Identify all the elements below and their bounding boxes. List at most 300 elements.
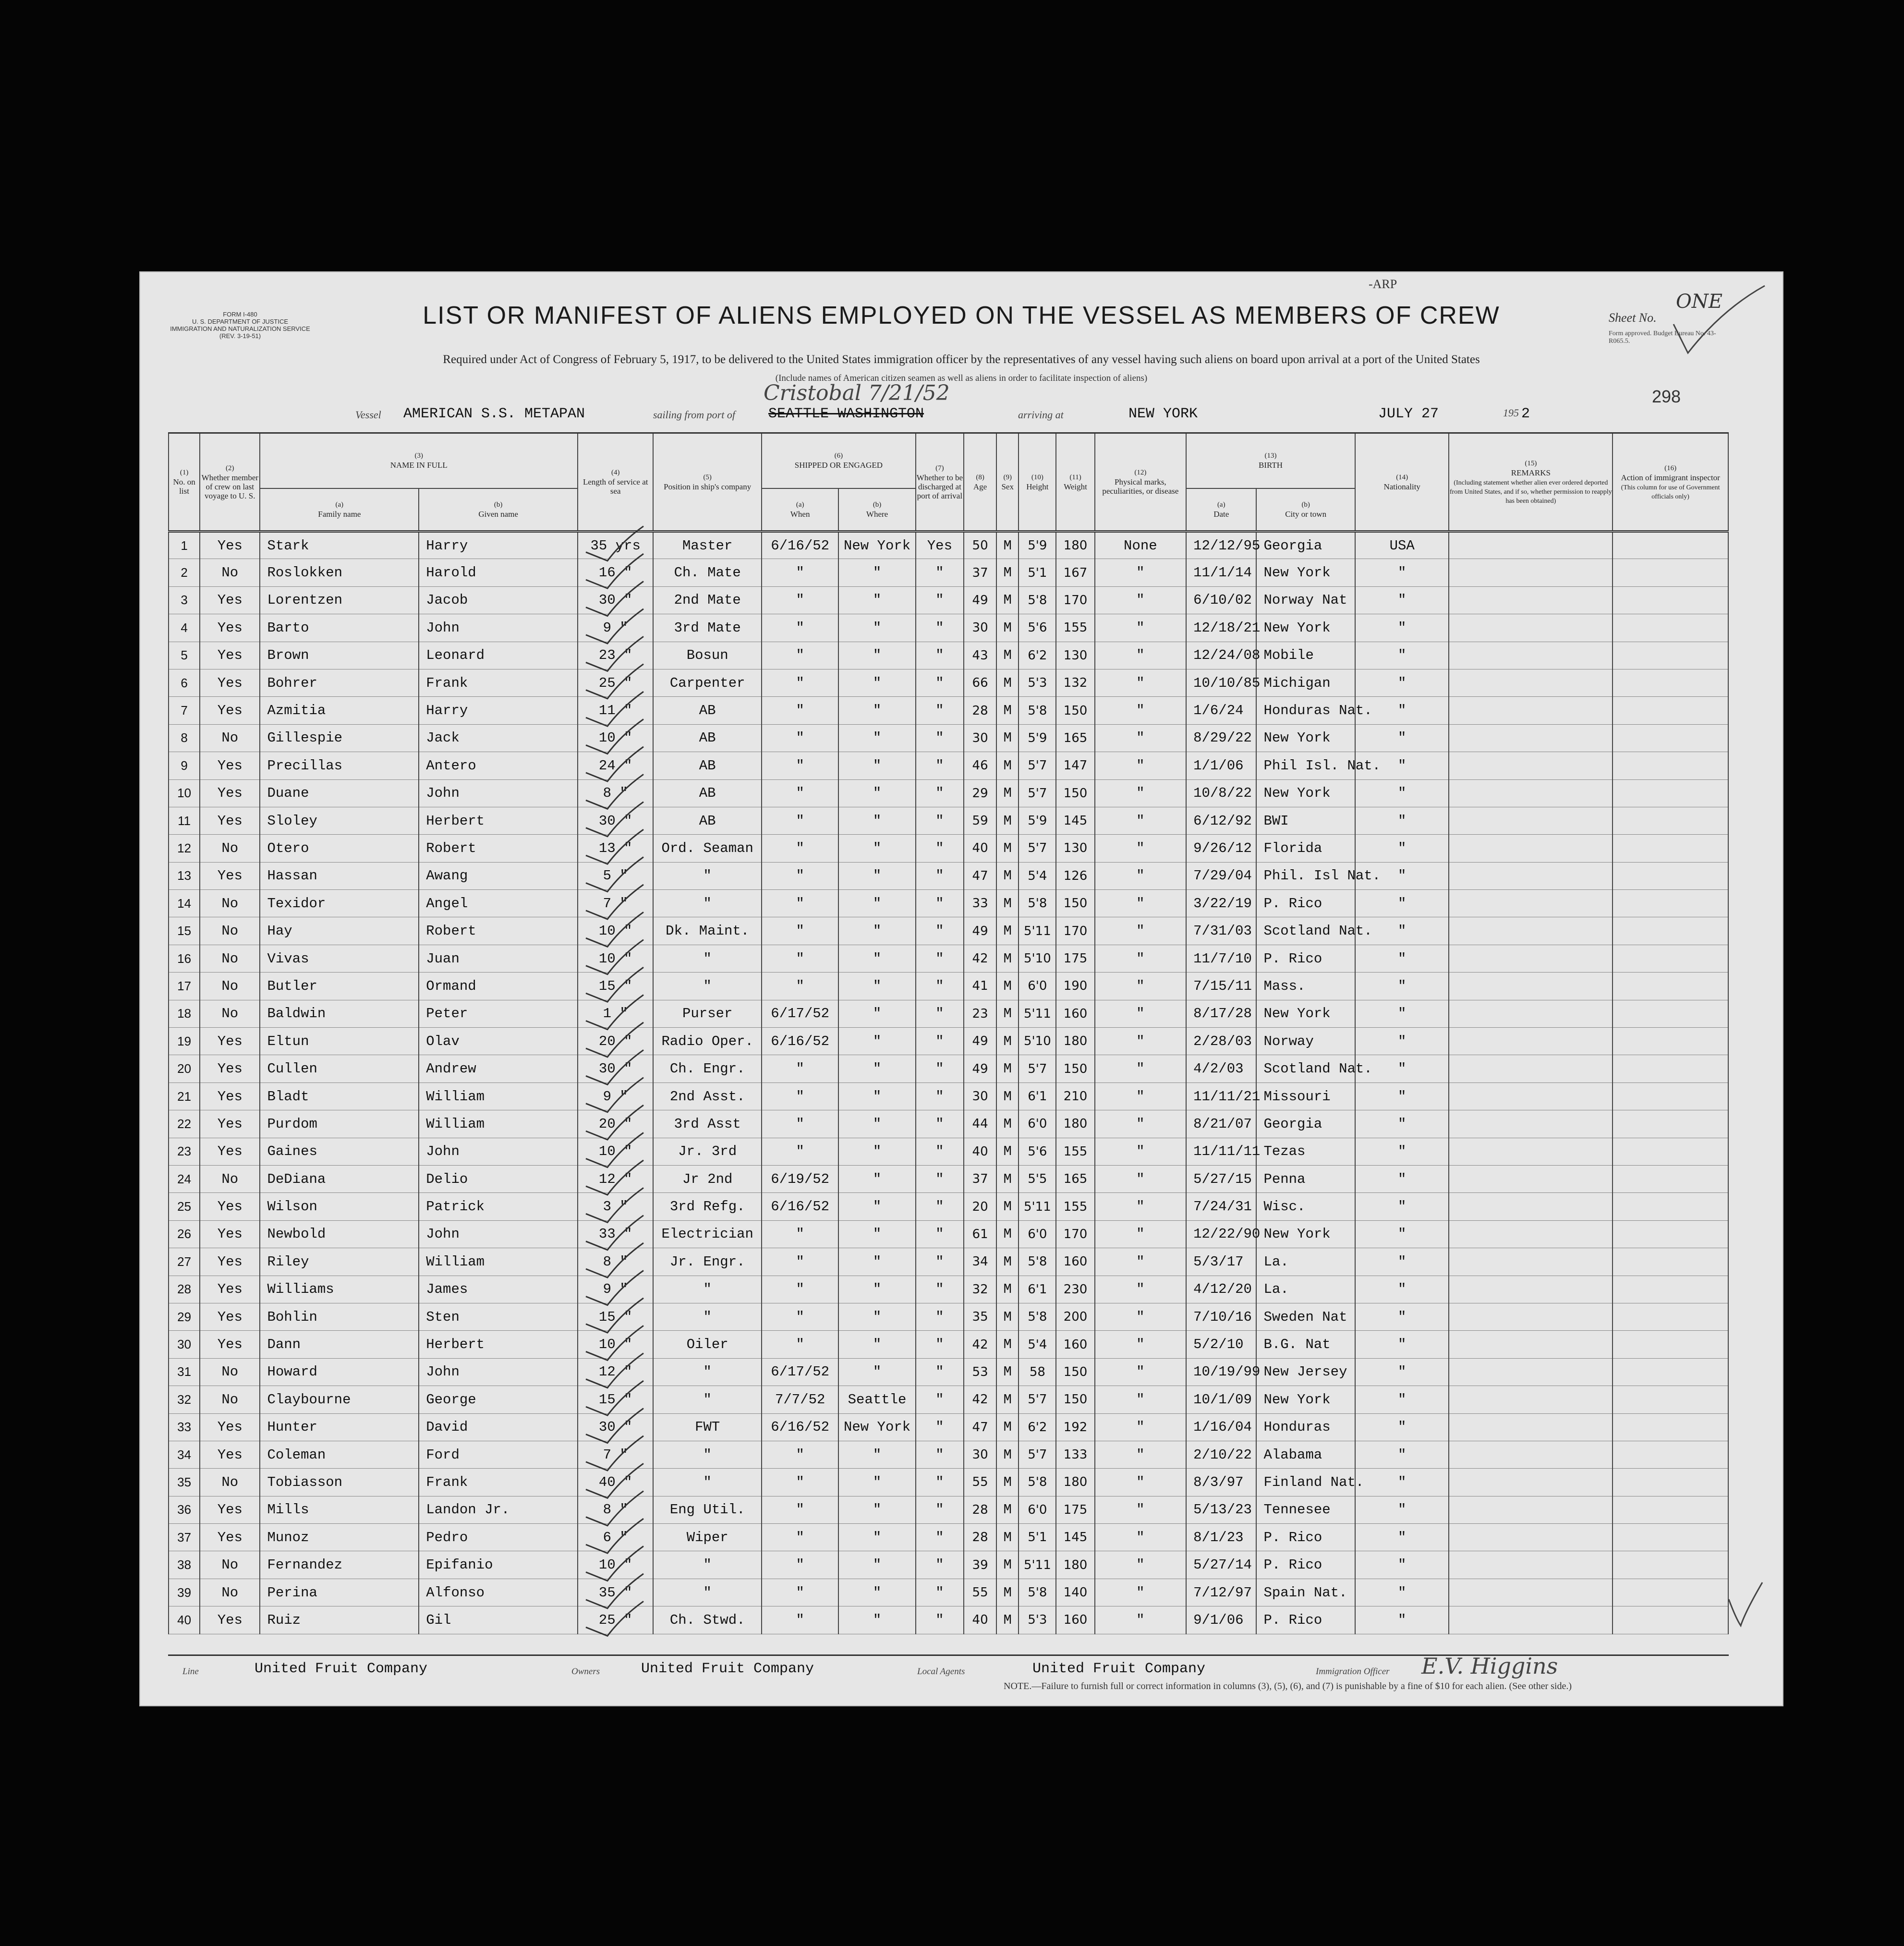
sex-cell: M: [996, 642, 1019, 669]
physical-marks-cell: ": [1095, 1138, 1186, 1165]
shipped-when-cell: ": [762, 890, 838, 917]
length-of-service-cell: 6 ": [578, 1524, 653, 1551]
weight-cell: 190: [1056, 973, 1094, 1000]
last-voyage-cell: Yes: [200, 1524, 260, 1551]
height-cell: 5'1: [1019, 559, 1056, 586]
nationality-cell: ": [1355, 1606, 1449, 1634]
birth-city-cell: New York: [1256, 1220, 1355, 1248]
age-cell: 30: [964, 614, 996, 642]
remarks-cell: [1449, 1110, 1613, 1138]
table-row: [169, 752, 1728, 779]
physical-marks-cell: ": [1095, 890, 1186, 917]
family-name-cell: Cullen: [260, 1055, 419, 1082]
birth-city-cell: P. Rico: [1256, 1606, 1355, 1634]
age-cell: 49: [964, 1055, 996, 1082]
height-cell: 5'7: [1019, 752, 1056, 779]
birth-city-cell: Mobile: [1256, 642, 1355, 669]
height-cell: 5'7: [1019, 1441, 1056, 1468]
form-id-line: U. S. DEPARTMENT OF JUSTICE: [192, 318, 289, 325]
birth-city-cell: Scotland Nat.: [1256, 917, 1355, 945]
age-cell: 33: [964, 890, 996, 917]
shipped-when-cell: ": [762, 1551, 838, 1579]
shipped-where-cell: ": [838, 1303, 915, 1330]
position-cell: ": [653, 890, 762, 917]
sailing-port: SEATTLE WASHINGTON: [768, 406, 924, 422]
inspector-cell: [1613, 1386, 1728, 1413]
last-voyage-cell: Yes: [200, 1110, 260, 1138]
length-of-service-cell: 10 ": [578, 945, 653, 972]
height-cell: 6'0: [1019, 1220, 1056, 1248]
length-of-service-cell: 7 ": [578, 890, 653, 917]
birth-city-cell: Spain Nat.: [1256, 1579, 1355, 1606]
birth-city-cell: New York: [1256, 724, 1355, 752]
remarks-cell: [1449, 586, 1613, 614]
sex-cell: M: [996, 752, 1019, 779]
to-be-discharged-cell: ": [916, 1165, 964, 1192]
height-cell: 5'3: [1019, 1606, 1056, 1634]
position-cell: Jr 2nd: [653, 1165, 762, 1192]
row-number-cell: 39: [169, 1579, 200, 1606]
birth-city-cell: New Jersey: [1256, 1358, 1355, 1386]
length-of-service-cell: 1 ": [578, 1000, 653, 1027]
position-cell: AB: [653, 752, 762, 779]
to-be-discharged-cell: ": [916, 1441, 964, 1468]
table-row: [169, 1248, 1728, 1276]
remarks-cell: [1449, 1028, 1613, 1055]
remarks-cell: [1449, 697, 1613, 724]
col-header-shipped-when: (a) When: [762, 488, 838, 532]
weight-cell: 180: [1056, 532, 1094, 559]
birth-date-cell: 7/24/31: [1186, 1193, 1256, 1220]
shipped-when-cell: ": [762, 1441, 838, 1468]
sailing-label: sailing from port of: [653, 409, 735, 421]
weight-cell: 150: [1056, 1358, 1094, 1386]
nationality-cell: ": [1355, 862, 1449, 889]
row-number-cell: 18: [169, 1000, 200, 1027]
nationality-cell: ": [1355, 835, 1449, 862]
length-of-service-cell: 20 ": [578, 1110, 653, 1138]
given-name-cell: John: [419, 779, 578, 807]
physical-marks-cell: ": [1095, 1358, 1186, 1386]
family-name-cell: Ruiz: [260, 1606, 419, 1634]
nationality-cell: ": [1355, 807, 1449, 834]
birth-city-cell: Phil Isl. Nat.: [1256, 752, 1355, 779]
to-be-discharged-cell: ": [916, 752, 964, 779]
shipped-when-cell: ": [762, 779, 838, 807]
table-row: [169, 532, 1728, 559]
length-of-service-cell: 35 ": [578, 1579, 653, 1606]
remarks-cell: [1449, 807, 1613, 834]
birth-city-cell: Alabama: [1256, 1441, 1355, 1468]
form-id-line: (REV. 3-19-51): [219, 332, 261, 340]
owners-label: Owners: [571, 1666, 600, 1677]
sex-cell: M: [996, 1248, 1019, 1276]
height-cell: 5'3: [1019, 669, 1056, 696]
family-name-cell: Butler: [260, 973, 419, 1000]
row-number-cell: 19: [169, 1028, 200, 1055]
age-cell: 42: [964, 1386, 996, 1413]
nationality-cell: ": [1355, 779, 1449, 807]
row-number-cell: 11: [169, 807, 200, 834]
position-cell: Ch. Mate: [653, 559, 762, 586]
shipped-where-cell: ": [838, 835, 915, 862]
physical-marks-cell: ": [1095, 697, 1186, 724]
position-cell: ": [653, 1579, 762, 1606]
shipped-when-cell: 6/19/52: [762, 1165, 838, 1192]
remarks-cell: [1449, 1248, 1613, 1276]
row-number-cell: 21: [169, 1082, 200, 1110]
row-number-cell: 35: [169, 1469, 200, 1496]
position-cell: Ch. Engr.: [653, 1055, 762, 1082]
given-name-cell: Andrew: [419, 1055, 578, 1082]
shipped-where-cell: ": [838, 862, 915, 889]
nationality-cell: ": [1355, 724, 1449, 752]
shipped-where-cell: ": [838, 1138, 915, 1165]
table-row: [169, 1193, 1728, 1220]
height-cell: 6'2: [1019, 642, 1056, 669]
birth-city-cell: Tezas: [1256, 1138, 1355, 1165]
inspector-cell: [1613, 1276, 1728, 1303]
position-cell: ": [653, 1358, 762, 1386]
physical-marks-cell: ": [1095, 1165, 1186, 1192]
physical-marks-cell: ": [1095, 1496, 1186, 1523]
shipped-when-cell: ": [762, 1138, 838, 1165]
to-be-discharged-cell: ": [916, 1358, 964, 1386]
last-voyage-cell: Yes: [200, 1606, 260, 1634]
sex-cell: M: [996, 779, 1019, 807]
last-voyage-cell: No: [200, 835, 260, 862]
age-cell: 40: [964, 1138, 996, 1165]
last-voyage-cell: Yes: [200, 752, 260, 779]
position-cell: ": [653, 945, 762, 972]
to-be-discharged-cell: ": [916, 1386, 964, 1413]
family-name-cell: Purdom: [260, 1110, 419, 1138]
last-voyage-cell: No: [200, 1165, 260, 1192]
shipped-where-cell: ": [838, 807, 915, 834]
length-of-service-cell: 10 ": [578, 1551, 653, 1579]
manifest-footer: [168, 1654, 1729, 1680]
position-cell: AB: [653, 807, 762, 834]
nationality-cell: ": [1355, 669, 1449, 696]
weight-cell: 160: [1056, 1606, 1094, 1634]
given-name-cell: Frank: [419, 1469, 578, 1496]
last-voyage-cell: No: [200, 1000, 260, 1027]
physical-marks-cell: ": [1095, 1000, 1186, 1027]
remarks-cell: [1449, 1082, 1613, 1110]
family-name-cell: Wilson: [260, 1193, 419, 1220]
inspector-cell: [1613, 614, 1728, 642]
physical-marks-cell: ": [1095, 835, 1186, 862]
row-number-cell: 20: [169, 1055, 200, 1082]
last-voyage-cell: Yes: [200, 697, 260, 724]
height-cell: 5'8: [1019, 890, 1056, 917]
given-name-cell: John: [419, 1138, 578, 1165]
height-cell: 58: [1019, 1358, 1056, 1386]
row-number-cell: 3: [169, 586, 200, 614]
height-cell: 5'6: [1019, 614, 1056, 642]
crew-manifest-table: [168, 432, 1729, 1634]
inspector-cell: [1613, 835, 1728, 862]
to-be-discharged-cell: ": [916, 642, 964, 669]
shipped-when-cell: ": [762, 1220, 838, 1248]
nationality-cell: ": [1355, 1110, 1449, 1138]
shipped-when-cell: ": [762, 1579, 838, 1606]
family-name-cell: Gaines: [260, 1138, 419, 1165]
birth-date-cell: 8/21/07: [1186, 1110, 1256, 1138]
to-be-discharged-cell: ": [916, 807, 964, 834]
shipped-where-cell: ": [838, 752, 915, 779]
remarks-cell: [1449, 1000, 1613, 1027]
given-name-cell: Pedro: [419, 1524, 578, 1551]
last-voyage-cell: Yes: [200, 614, 260, 642]
row-number-cell: 29: [169, 1303, 200, 1330]
age-cell: 49: [964, 586, 996, 614]
remarks-cell: [1449, 669, 1613, 696]
to-be-discharged-cell: ": [916, 1028, 964, 1055]
length-of-service-cell: 20 ": [578, 1028, 653, 1055]
birth-city-cell: Wisc.: [1256, 1193, 1355, 1220]
remarks-cell: [1449, 1055, 1613, 1082]
length-of-service-cell: 33 ": [578, 1220, 653, 1248]
physical-marks-cell: ": [1095, 807, 1186, 834]
family-name-cell: Roslokken: [260, 559, 419, 586]
nationality-cell: ": [1355, 697, 1449, 724]
sex-cell: M: [996, 1386, 1019, 1413]
col-header-age: (8) Age: [964, 433, 996, 532]
age-cell: 47: [964, 1413, 996, 1441]
given-name-cell: Harry: [419, 532, 578, 559]
birth-date-cell: 5/3/17: [1186, 1248, 1256, 1276]
sex-cell: M: [996, 532, 1019, 559]
agents-label: Local Agents: [917, 1666, 965, 1677]
shipped-where-cell: ": [838, 559, 915, 586]
weight-cell: 150: [1056, 697, 1094, 724]
remarks-cell: [1449, 862, 1613, 889]
row-number-cell: 2: [169, 559, 200, 586]
stamp-number: 298: [1652, 387, 1681, 406]
col-header-birth-city: (b) City or town: [1256, 488, 1355, 532]
height-cell: 5'1: [1019, 1524, 1056, 1551]
row-number-cell: 12: [169, 835, 200, 862]
sex-cell: M: [996, 1441, 1019, 1468]
position-cell: Ord. Seaman: [653, 835, 762, 862]
table-row: [169, 1496, 1728, 1523]
height-cell: 5'11: [1019, 1551, 1056, 1579]
sex-cell: M: [996, 807, 1019, 834]
table-row: [169, 586, 1728, 614]
shipped-where-cell: ": [838, 1579, 915, 1606]
table-row: [169, 1220, 1728, 1248]
remarks-cell: [1449, 973, 1613, 1000]
birth-date-cell: 7/10/16: [1186, 1303, 1256, 1330]
table-row: [169, 945, 1728, 972]
physical-marks-cell: None: [1095, 532, 1186, 559]
family-name-cell: Hunter: [260, 1413, 419, 1441]
shipped-when-cell: ": [762, 559, 838, 586]
nationality-cell: ": [1355, 1165, 1449, 1192]
length-of-service-cell: 15 ": [578, 1303, 653, 1330]
given-name-cell: Alfonso: [419, 1579, 578, 1606]
age-cell: 29: [964, 779, 996, 807]
inspector-cell: [1613, 1358, 1728, 1386]
table-row: [169, 1082, 1728, 1110]
row-number-cell: 28: [169, 1276, 200, 1303]
age-cell: 50: [964, 532, 996, 559]
nationality-cell: ": [1355, 1441, 1449, 1468]
sex-cell: M: [996, 1496, 1019, 1523]
to-be-discharged-cell: ": [916, 1110, 964, 1138]
inspector-cell: [1613, 669, 1728, 696]
last-voyage-cell: Yes: [200, 1082, 260, 1110]
position-cell: Jr. 3rd: [653, 1138, 762, 1165]
last-voyage-cell: Yes: [200, 1303, 260, 1330]
age-cell: 49: [964, 917, 996, 945]
height-cell: 5'7: [1019, 1055, 1056, 1082]
shipped-when-cell: ": [762, 724, 838, 752]
sex-cell: M: [996, 1055, 1019, 1082]
position-cell: Wiper: [653, 1524, 762, 1551]
row-number-cell: 5: [169, 642, 200, 669]
col-header-height: (10) Height: [1019, 433, 1056, 532]
nationality-cell: ": [1355, 752, 1449, 779]
col-header-remarks: (15) REMARKS (Including statement whether alien ever ordered deported from United States, and if so, whether permission to reapply has been obtained): [1449, 433, 1613, 532]
weight-cell: 155: [1056, 1138, 1094, 1165]
nationality-cell: ": [1355, 1193, 1449, 1220]
inspector-cell: [1613, 1441, 1728, 1468]
remarks-cell: [1449, 779, 1613, 807]
table-row: [169, 1331, 1728, 1358]
last-voyage-cell: No: [200, 559, 260, 586]
physical-marks-cell: ": [1095, 1331, 1186, 1358]
to-be-discharged-cell: ": [916, 1551, 964, 1579]
age-cell: 30: [964, 724, 996, 752]
inspector-cell: [1613, 1110, 1728, 1138]
shipped-when-cell: ": [762, 1331, 838, 1358]
position-cell: ": [653, 862, 762, 889]
to-be-discharged-cell: ": [916, 1055, 964, 1082]
birth-date-cell: 10/10/85: [1186, 669, 1256, 696]
to-be-discharged-cell: ": [916, 724, 964, 752]
col-header-physical-marks: (12) Physical marks, peculiarities, or disease: [1095, 433, 1186, 532]
weight-cell: 167: [1056, 559, 1094, 586]
shipped-when-cell: ": [762, 835, 838, 862]
shipped-where-cell: ": [838, 1028, 915, 1055]
birth-date-cell: 7/31/03: [1186, 917, 1256, 945]
shipped-where-cell: ": [838, 1248, 915, 1276]
birth-date-cell: 3/22/19: [1186, 890, 1256, 917]
age-cell: 46: [964, 752, 996, 779]
shipped-where-cell: ": [838, 890, 915, 917]
shipped-when-cell: ": [762, 697, 838, 724]
age-cell: 30: [964, 1082, 996, 1110]
shipped-when-cell: ": [762, 1606, 838, 1634]
age-cell: 28: [964, 697, 996, 724]
birth-date-cell: 6/12/92: [1186, 807, 1256, 834]
table-row: [169, 1358, 1728, 1386]
birth-city-cell: New York: [1256, 1000, 1355, 1027]
sex-cell: M: [996, 697, 1019, 724]
birth-date-cell: 7/29/04: [1186, 862, 1256, 889]
weight-cell: 210: [1056, 1082, 1094, 1110]
physical-marks-cell: ": [1095, 586, 1186, 614]
family-name-cell: Perina: [260, 1579, 419, 1606]
arrival-date: JULY 27: [1378, 406, 1439, 422]
arriving-port: NEW YORK: [1128, 406, 1198, 422]
sex-cell: M: [996, 1028, 1019, 1055]
table-row: [169, 917, 1728, 945]
nationality-cell: ": [1355, 1496, 1449, 1523]
nationality-cell: ": [1355, 1303, 1449, 1330]
birth-city-cell: B.G. Nat: [1256, 1331, 1355, 1358]
family-name-cell: Azmitia: [260, 697, 419, 724]
sex-cell: M: [996, 1551, 1019, 1579]
height-cell: 5'7: [1019, 835, 1056, 862]
col-header-weight: (11) Weight: [1056, 433, 1094, 532]
weight-cell: 150: [1056, 890, 1094, 917]
last-voyage-cell: Yes: [200, 862, 260, 889]
table-row: [169, 1441, 1728, 1468]
physical-marks-cell: ": [1095, 1469, 1186, 1496]
shipped-where-cell: New York: [838, 532, 915, 559]
remarks-cell: [1449, 1276, 1613, 1303]
inspector-cell: [1613, 1413, 1728, 1441]
birth-city-cell: Florida: [1256, 835, 1355, 862]
remarks-cell: [1449, 1413, 1613, 1441]
height-cell: 5'9: [1019, 724, 1056, 752]
physical-marks-cell: ": [1095, 559, 1186, 586]
nationality-cell: ": [1355, 1055, 1449, 1082]
to-be-discharged-cell: ": [916, 779, 964, 807]
birth-date-cell: 4/12/20: [1186, 1276, 1256, 1303]
height-cell: 6'0: [1019, 973, 1056, 1000]
length-of-service-cell: 30 ": [578, 1413, 653, 1441]
age-cell: 34: [964, 1248, 996, 1276]
age-cell: 44: [964, 1110, 996, 1138]
col-header-name: (3) NAME IN FULL: [260, 433, 578, 488]
height-cell: 5'8: [1019, 697, 1056, 724]
height-cell: 6'1: [1019, 1082, 1056, 1110]
given-name-cell: Sten: [419, 1303, 578, 1330]
physical-marks-cell: ": [1095, 1248, 1186, 1276]
family-name-cell: Bohrer: [260, 669, 419, 696]
last-voyage-cell: Yes: [200, 1028, 260, 1055]
weight-cell: 180: [1056, 1110, 1094, 1138]
height-cell: 5'9: [1019, 532, 1056, 559]
height-cell: 5'8: [1019, 586, 1056, 614]
birth-city-cell: Tennesee: [1256, 1496, 1355, 1523]
table-row: [169, 779, 1728, 807]
table-row: [169, 1303, 1728, 1330]
length-of-service-cell: 15 ": [578, 973, 653, 1000]
row-number-cell: 32: [169, 1386, 200, 1413]
remarks-cell: [1449, 1579, 1613, 1606]
age-cell: 42: [964, 1331, 996, 1358]
shipped-when-cell: ": [762, 945, 838, 972]
row-number-cell: 6: [169, 669, 200, 696]
table-row: [169, 1386, 1728, 1413]
inspector-cell: [1613, 890, 1728, 917]
last-voyage-cell: No: [200, 724, 260, 752]
weight-cell: 140: [1056, 1579, 1094, 1606]
shipped-where-cell: ": [838, 724, 915, 752]
birth-date-cell: 11/11/21: [1186, 1082, 1256, 1110]
position-cell: Electrician: [653, 1220, 762, 1248]
given-name-cell: Harold: [419, 559, 578, 586]
col-header-shipped: (6) SHIPPED OR ENGAGED: [762, 433, 916, 488]
to-be-discharged-cell: ": [916, 835, 964, 862]
col-header-length-service: (4) Length of service at sea: [578, 433, 653, 532]
birth-date-cell: 9/26/12: [1186, 835, 1256, 862]
